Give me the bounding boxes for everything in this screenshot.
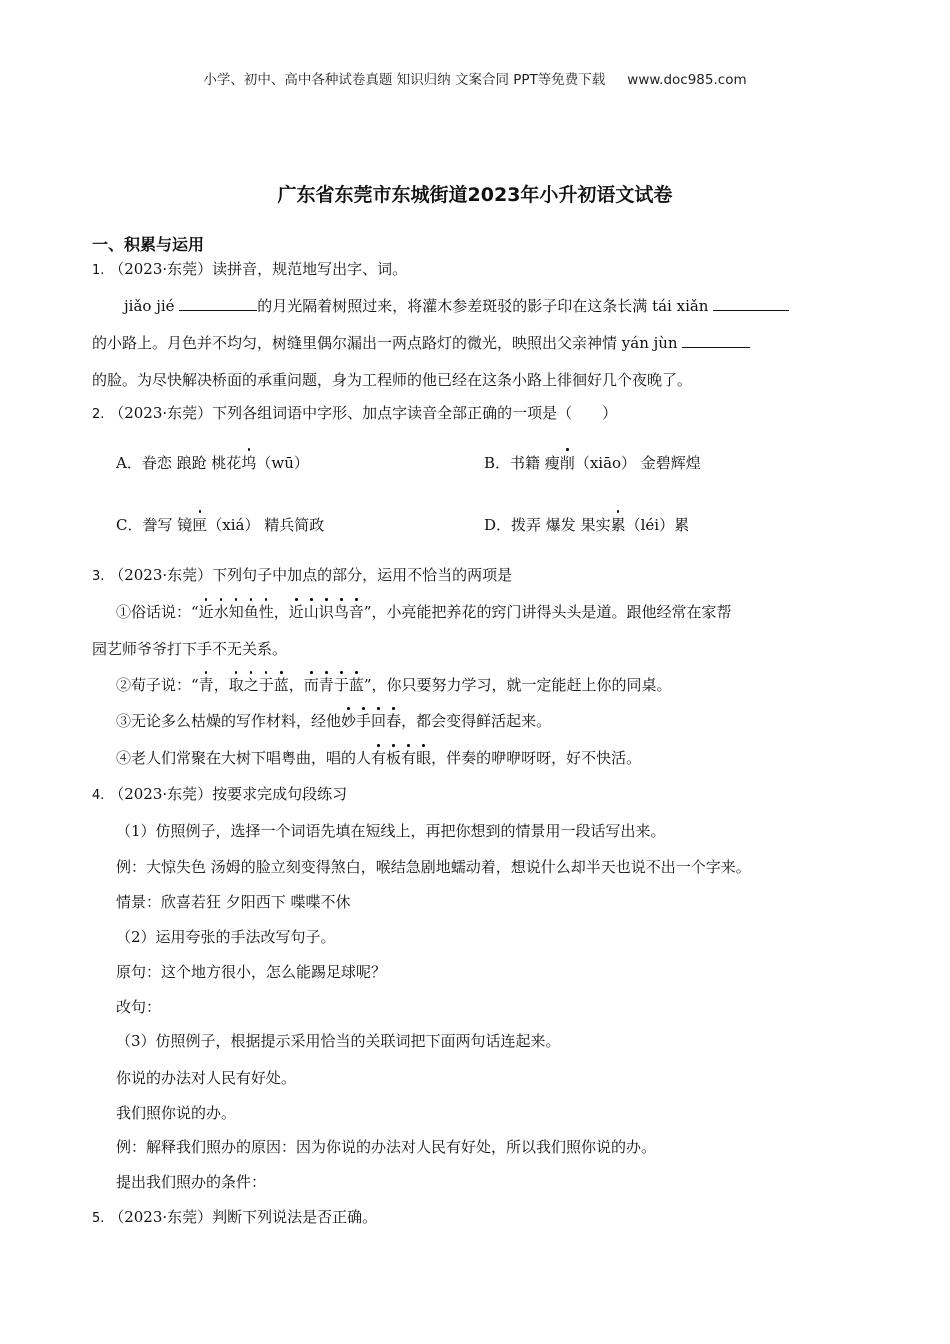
- q4-line-1: （1）仿照例子，选择一个词语先填在短线上，再把你想到的情景用一段话写出来。: [116, 822, 666, 840]
- option-c[interactable]: C．誊写 镜匣（xiá） 精兵简政: [116, 516, 325, 534]
- q4-line-5: 原句：这个地方很小，怎么能踢足球呢？: [116, 963, 387, 981]
- header-text: 小学、初中、高中各种试卷真题 知识归纳 文案合同 PPT等免费下载: [203, 72, 606, 88]
- q4-line-3: 情景：欣喜若狂 夕阳西下 喋喋不休: [116, 893, 351, 911]
- answer-blank[interactable]: [179, 296, 257, 311]
- question-1-line-2: 的小路上。月色并不均匀，树缝里偶尔漏出一两点路灯的微光，映照出父亲神情 yán jùn: [92, 333, 750, 353]
- q4-line-8: 你说的办法对人民有好处。: [116, 1069, 297, 1087]
- q4-line-9: 我们照你说的办。: [116, 1104, 237, 1122]
- dotted-phrase: 近水知鱼性，近山识鸟音: [198, 603, 364, 621]
- question-2-stem: 2. （2023·东莞）下列各组词语中字形、加点字读音全部正确的一项是（ ）: [92, 404, 618, 422]
- header-url[interactable]: www.doc985.com: [627, 72, 747, 88]
- question-4-stem: 4. （2023·东莞）按要求完成句段练习: [92, 785, 348, 803]
- option-d[interactable]: D．拨弄 爆发 果实累（léi）累: [484, 516, 690, 534]
- option-b[interactable]: B．书籍 瘦削（xiāo） 金碧辉煌: [484, 454, 701, 472]
- dotted-phrase: 青，取之于蓝，而青于蓝: [198, 676, 364, 694]
- sentence-2: ②荀子说：“青，取之于蓝，而青于蓝”，你只要努力学习，就一定能赶上你的同桌。: [116, 676, 672, 694]
- question-5-stem: 5. （2023·东莞）判断下列说法是否正确。: [92, 1208, 378, 1226]
- page-title: 广东省东莞市东城街道2023年小升初语文试卷: [277, 184, 673, 206]
- option-a[interactable]: A．眷恋 踉跄 桃花坞（wū）: [116, 454, 309, 472]
- q4-line-4: （2）运用夸张的手法改写句子。: [116, 928, 336, 946]
- section-heading: 一、积累与运用: [92, 235, 205, 254]
- question-1-line-1: jiǎo jié 的月光隔着树照过来，将灌木参差斑驳的影子印在这条长满 tái xiǎn: [124, 296, 789, 316]
- q4-line-2: 例：大惊失色 汤姆的脸立刻变得煞白，喉结急剧地蠕动着，想说什么却半天也说不出一个字来。: [116, 858, 751, 876]
- q4-line-10: 例：解释我们照办的原因：因为你说的办法对人民有好处，所以我们照你说的办。: [116, 1138, 657, 1156]
- sentence-4: ④老人们常聚在大树下唱粤曲，唱的人有板有眼，伴奏的咿咿呀呀，好不快活。: [116, 749, 642, 767]
- question-1-stem: 1. （2023·东莞）读拼音，规范地写出字、词。: [92, 260, 408, 278]
- sentence-1: ①俗话说：“近水知鱼性，近山识鸟音”，小亮能把养花的窍门讲得头头是道。跟他经常在家帮: [116, 603, 732, 621]
- sentence-1-cont: 园艺师爷爷打下手不无关系。: [92, 640, 288, 658]
- answer-blank[interactable]: [713, 296, 789, 311]
- q4-line-7: （3）仿照例子，根据提示采用恰当的关联词把下面两句话连起来。: [116, 1032, 561, 1050]
- q4-line-6: 改句：: [116, 998, 162, 1016]
- page-header: [0, 68, 950, 88]
- question-1-line-3: 的脸。为尽快解决桥面的承重问题，身为工程师的他已经在这条小路上徘徊好几个夜晚了。: [92, 371, 693, 389]
- sentence-3: ③无论多么枯燥的写作材料，经他妙手回春，都会变得鲜活起来。: [116, 712, 552, 730]
- dotted-phrase: 妙手回春: [341, 712, 402, 730]
- question-3-stem: 3. （2023·东莞）下列句子中加点的部分，运用不恰当的两项是: [92, 566, 513, 584]
- answer-blank[interactable]: [682, 333, 750, 348]
- q4-line-11: 提出我们照办的条件：: [116, 1173, 267, 1191]
- dotted-phrase: 有板有眼: [371, 749, 432, 767]
